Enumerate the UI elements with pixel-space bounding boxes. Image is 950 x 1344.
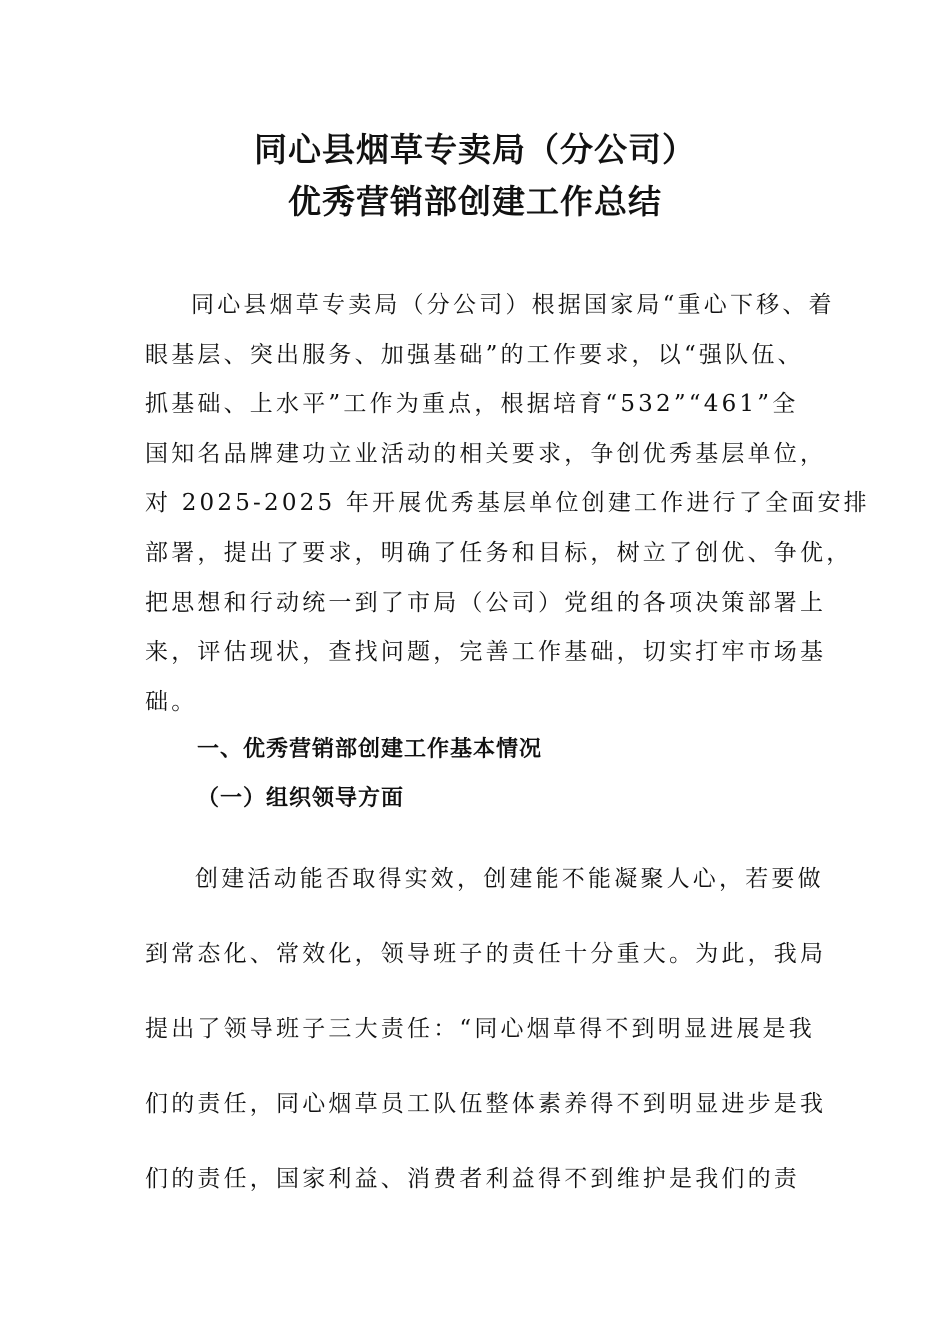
intro-line: 国知名品牌建功立业活动的相关要求，争创优秀基层单位， [145, 440, 827, 467]
section-heading: 一、优秀营销部创建工作基本情况 [197, 737, 543, 762]
body-paragraph [145, 842, 825, 1217]
intro-line: 同心县烟草专卖局（分公司）根据国家局“重心下移、着 [191, 292, 835, 318]
document-title [0, 124, 950, 228]
body-line: 创建活动能否取得实效，创建能不能凝聚人心，若要做 [195, 866, 824, 892]
body-line: 们的责任，国家利益、消费者利益得不到维护是我们的责 [145, 1166, 800, 1192]
body-line: 到常态化、常效化，领导班子的责任十分重大。为此，我局 [145, 941, 827, 967]
intro-line: 把思想和行动统一到了市局（公司）党组的各项决策部署上 [145, 589, 827, 616]
title-line-2: 优秀营销部创建工作总结 [288, 182, 662, 221]
title-line-1: 同心县烟草专卖局（分公司） [254, 130, 696, 169]
intro-line: 对 2025-2025 年开展优秀基层单位创建工作进行了全面安排 [145, 490, 870, 517]
intro-line: 来，评估现状，查找问题，完善工作基础，切实打牢市场基 [145, 639, 827, 666]
body-line: 们的责任，同心烟草员工队伍整体素养得不到明显进步是我 [145, 1091, 827, 1117]
intro-line: 抓基础、上水平”工作为重点，根据培育“532”“461”全 [145, 391, 799, 418]
intro-line: 眼基层、突出服务、加强基础”的工作要求，以“强队伍、 [145, 341, 804, 368]
intro-paragraph [145, 281, 870, 727]
body-line: 提出了领导班子三大责任：“同心烟草得不到明显进展是我 [145, 1016, 815, 1042]
intro-line: 础。 [145, 688, 198, 715]
intro-line: 部署，提出了要求，明确了任务和目标，树立了创优、争优， [145, 539, 853, 566]
subsection-heading: （一）组织领导方面 [197, 786, 405, 811]
